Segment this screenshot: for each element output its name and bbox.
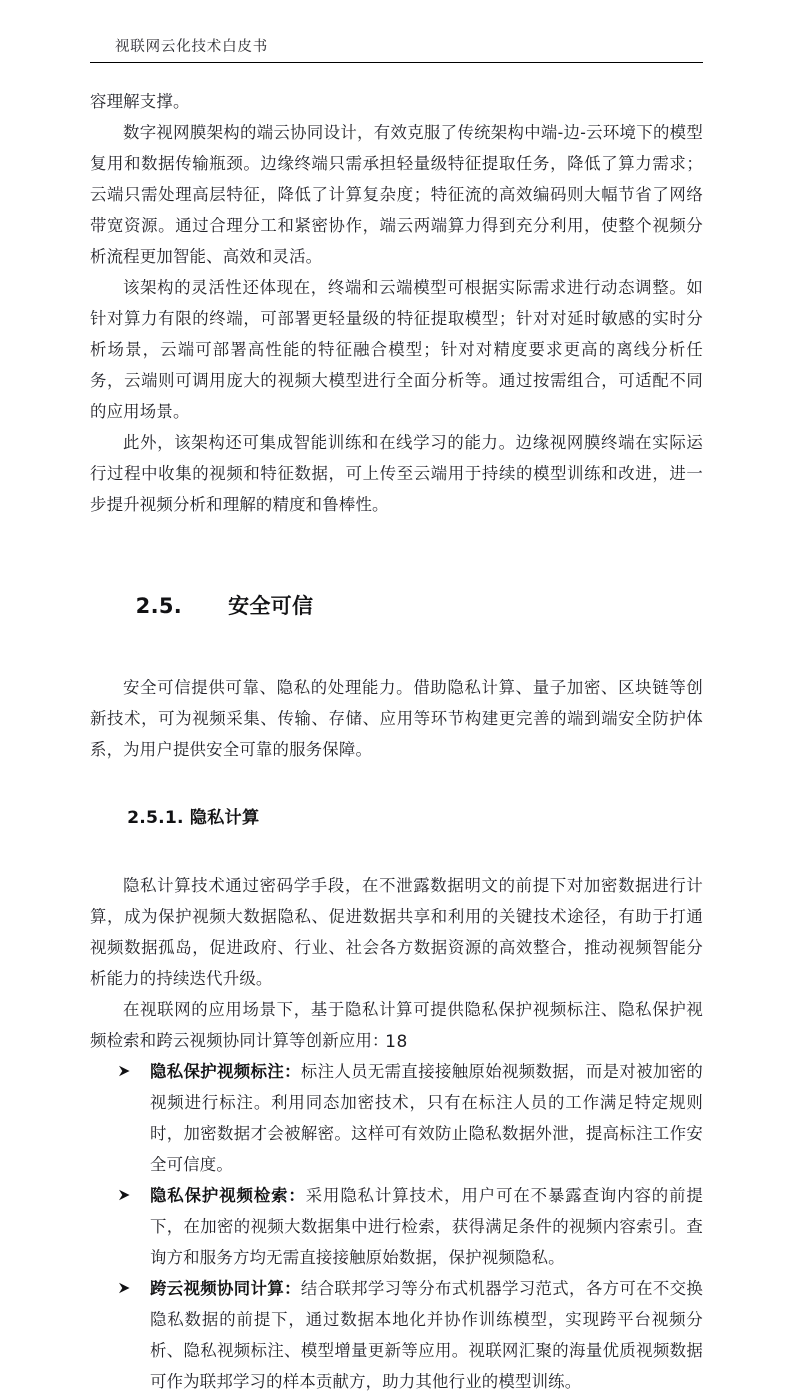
arrowhead-bullet-icon [118, 1273, 134, 1304]
list-item-lead: 隐私保护视频检索： [150, 1186, 306, 1205]
list-item-lead: 跨云视频协同计算： [150, 1279, 301, 1298]
subsection-title: 隐私计算 [189, 808, 260, 828]
paragraph-security-intro: 安全可信提供可靠、隐私的处理能力。借助隐私计算、量子加密、区块链等创新技术，可为视频采集、传输、存储、应用等环节构建更完善的端到端安全防护体系，为用户提供安全可靠的服务保障。 [90, 678, 703, 759]
list-item-text: 采用隐私计算技术，用户可在不暴露查询内容的前提下，在加密的视频大数据集中进行检索，获得满足条件的视频内容索引。查询方和服务方均无需直接接触原始数据，保护视频隐私。 [150, 1186, 703, 1267]
privacy-application-list [90, 1056, 703, 1397]
list-item [90, 1180, 703, 1273]
page-body [90, 86, 703, 1397]
list-item-lead: 隐私保护视频标注： [150, 1062, 301, 1081]
subsection-number: 2.5.1. [127, 808, 184, 828]
section-heading-2-5 [90, 546, 703, 666]
page-footer [0, 1032, 793, 1052]
list-item [90, 1056, 703, 1180]
page-number: 18 [385, 1032, 408, 1052]
section-number: 2.5. [135, 594, 183, 618]
header-title: 视联网云化技术白皮书 [115, 39, 268, 55]
list-item [90, 1273, 703, 1397]
list-item-text: 结合联邦学习等分布式机器学习范式，各方可在不交换隐私数据的前提下，通过数据本地化并协作训练模型，实现跨平台视频分析、隐私视频标注、模型增量更新等应用。视联网汇聚的海量优质视频数据可作为联邦学习的样本贡献方，助力其他行业的模型训练。 [150, 1279, 703, 1391]
arrowhead-bullet-icon [118, 1180, 134, 1211]
section-title: 安全可信 [228, 594, 314, 618]
paragraph-privacy-applications-lead: 在视联网的应用场景下，基于隐私计算可提供隐私保护视频标注、隐私保护视频检索和跨云视频协同计算等创新应用： [90, 1000, 703, 1050]
paragraph-online-learning: 此外，该架构还可集成智能训练和在线学习的能力。边缘视网膜终端在实际运行过程中收集的视频和特征数据，可上传至云端用于持续的模型训练和改进，进一步提升视频分析和理解的精度和鲁棒性。 [90, 433, 703, 514]
paragraph-continuation: 容理解支撑。 [90, 92, 190, 111]
page-header [90, 36, 703, 63]
spacer-before-section-heading [90, 520, 703, 546]
paragraph-architecture-flexibility: 该架构的灵活性还体现在，终端和云端模型可根据实际需求进行动态调整。如针对算力有限的终端，可部署更轻量级的特征提取模型；针对对延时敏感的实时分析场景，云端可部署高性能的特征融合模型；针对对精度要求更高的离线分析任务，云端则可调用庞大的视频大模型进行全面分析等。通过按需组合，可适配不同的应用场景。 [90, 278, 703, 421]
list-item-text: 标注人员无需直接接触原始视频数据，而是对被加密的视频进行标注。利用同态加密技术，只有在标注人员的工作满足特定规则时，加密数据才会被解密。这样可有效防止隐私数据外泄，提高标注工作安全可信度。 [150, 1062, 703, 1174]
paragraph-cloud-edge-design: 数字视网膜架构的端云协同设计，有效克服了传统架构中端-边-云环境下的模型复用和数据传输瓶颈。边缘终端只需承担轻量级特征提取任务，降低了算力需求；云端只需处理高层特征，降低了计算复杂度；特征流的高效编码则大幅节省了网络带宽资源。通过合理分工和紧密协作，端云两端算力得到充分利用，使整个视频分析流程更加智能、高效和灵活。 [90, 123, 703, 266]
subsection-heading-2-5-1 [90, 770, 703, 866]
header-divider [90, 62, 703, 63]
arrowhead-bullet-icon [118, 1056, 134, 1087]
paragraph-privacy-computing-overview: 隐私计算技术通过密码学手段，在不泄露数据明文的前提下对加密数据进行计算，成为保护视频大数据隐私、促进数据共享和利用的关键技术途径，有助于打通视频数据孤岛，促进政府、行业、社会各方数据资源的高效整合，推动视频智能分析能力的持续迭代升级。 [90, 876, 703, 988]
